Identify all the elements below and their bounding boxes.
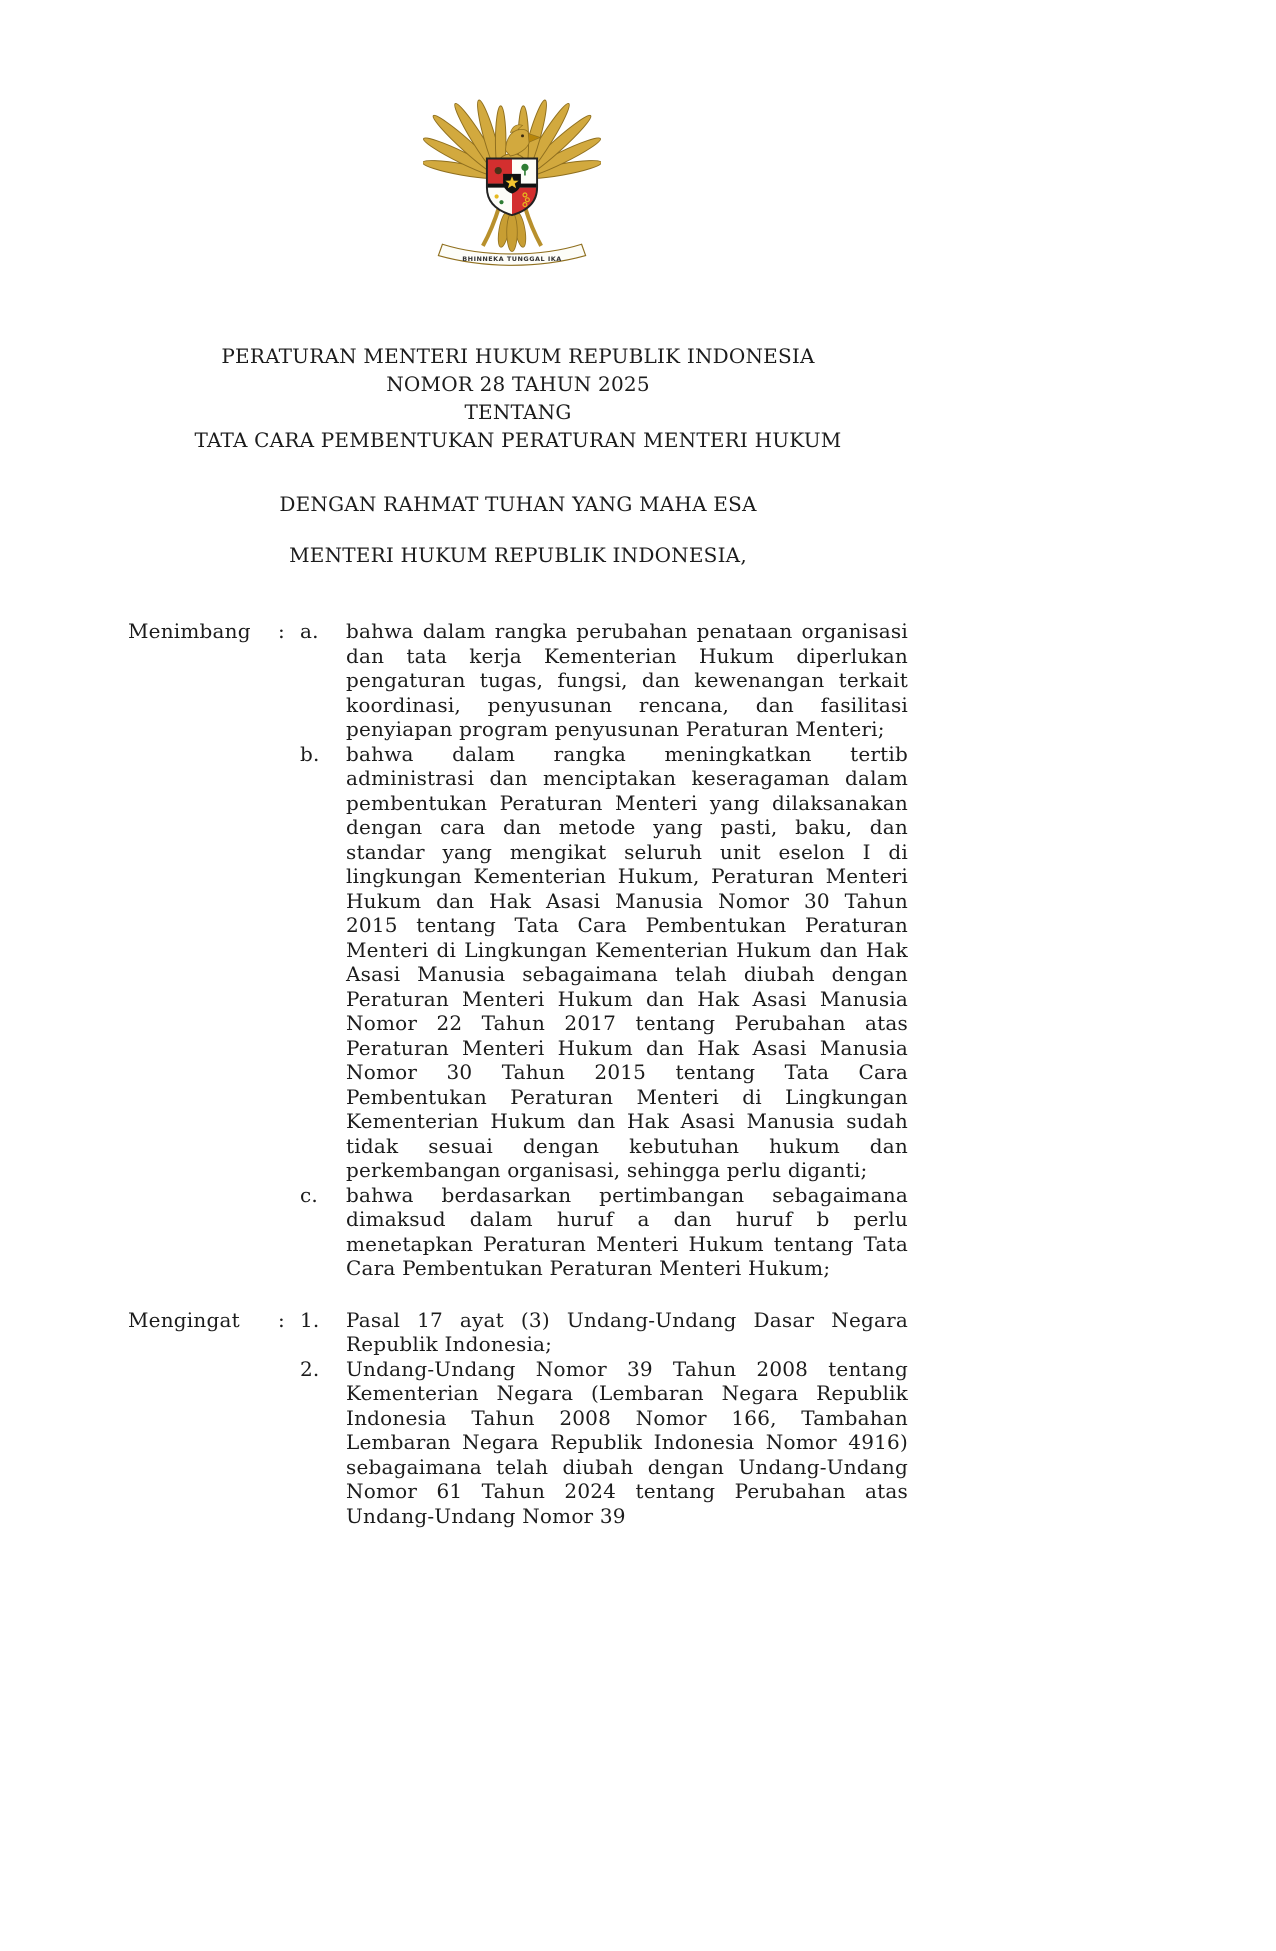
- document-title: [128, 342, 908, 454]
- title-line-2: NOMOR 28 TAHUN 2025: [386, 372, 650, 396]
- item-marker: 2.: [300, 1356, 320, 1381]
- item-text: bahwa berdasarkan pertimbangan sebagaimana dimaksud dalam huruf a dan huruf b perlu menetapkan Peraturan Menteri Hukum tentang Tata Cara Pembentukan Peraturan Menteri Hukum;: [346, 1182, 908, 1280]
- title-line-4: TATA CARA PEMBENTUKAN PERATURAN MENTERI HUKUM: [194, 428, 842, 452]
- mengingat-label: Mengingat: [128, 1307, 240, 1332]
- mengingat-separator: :: [278, 1307, 285, 1332]
- item-marker: b.: [300, 741, 320, 766]
- item-text: Pasal 17 ayat (3) Undang-Undang Dasar Negara Republik Indonesia;: [346, 1307, 908, 1356]
- menimbang-separator: :: [278, 619, 285, 643]
- menimbang-section: [128, 619, 908, 1281]
- title-line-1: PERATURAN MENTERI HUKUM REPUBLIK INDONESIA: [221, 344, 815, 368]
- garuda-emblem-svg: [423, 92, 601, 280]
- item-marker: c.: [300, 1182, 318, 1207]
- item-marker: 1.: [300, 1307, 320, 1332]
- mengingat-items: [300, 1308, 908, 1529]
- item-text: bahwa dalam rangka perubahan penataan organisasi dan tata kerja Kementerian Hukum diperlukan pengaturan tugas, fungsi, dan kewenangan terkait koordinasi, penyusunan rencana, dan fasilitasi penyiapan program penyusunan Peraturan Menteri;: [346, 619, 908, 741]
- menimbang-items: [300, 619, 908, 1281]
- menimbang-item-a: [300, 619, 908, 742]
- garuda-pancasila-emblem: [423, 92, 601, 280]
- item-marker: a.: [300, 619, 319, 643]
- invocation-line: DENGAN RAHMAT TUHAN YANG MAHA ESA: [279, 492, 757, 516]
- title-line-3: TENTANG: [464, 400, 572, 424]
- authority-line: MENTERI HUKUM REPUBLIK INDONESIA,: [289, 542, 747, 567]
- menimbang-item-c: [300, 1183, 908, 1281]
- mengingat-item-1: [300, 1308, 908, 1357]
- menimbang-item-b: [300, 742, 908, 1183]
- item-text: Undang-Undang Nomor 39 Tahun 2008 tentang Kementerian Negara (Lembaran Negara Republik Indonesia Tahun 2008 Nomor 166, Tambahan Lembaran Negara Republik Indonesia Nomor 4916) sebagaimana telah diubah dengan Undang-Undang Nomor 61 Tahun 2024 tentang Perubahan atas Undang-Undang Nomor 39: [346, 1356, 908, 1528]
- pancasila-shield: [487, 158, 537, 215]
- bull-symbol: [495, 167, 502, 174]
- menimbang-label: Menimbang: [128, 619, 251, 643]
- mengingat-item-2: [300, 1357, 908, 1529]
- document-content: [128, 342, 908, 1528]
- item-text: bahwa dalam rangka meningkatkan tertib administrasi dan menciptakan keseragaman dalam pembentukan Peraturan Menteri yang dilaksanakan dengan cara dan metode yang pasti, baku, dan standar yang mengikat seluruh unit eselon I di lingkungan Kementerian Hukum, Peraturan Menteri Hukum dan Hak Asasi Manusia Nomor 30 Tahun 2015 tentang Tata Cara Pembentukan Peraturan Menteri di Lingkungan Kementerian Hukum dan Hak Asasi Manusia sebagaimana telah diubah dengan Peraturan Menteri Hukum dan Hak Asasi Manusia Nomor 22 Tahun 2017 tentang Perubahan atas Peraturan Menteri Hukum dan Hak Asasi Manusia Nomor 30 Tahun 2015 tentang Tata Cara Pembentukan Peraturan Menteri di Lingkungan Kementerian Hukum dan Hak Asasi Manusia sudah tidak sesuai dengan kebutuhan hukum dan perkembangan organisasi, sehingga perlu diganti;: [346, 741, 908, 1182]
- mengingat-section: [128, 1308, 908, 1529]
- tail-feathers: [496, 211, 528, 251]
- motto-text: BHINNEKA TUNGGAL IKA: [462, 255, 562, 264]
